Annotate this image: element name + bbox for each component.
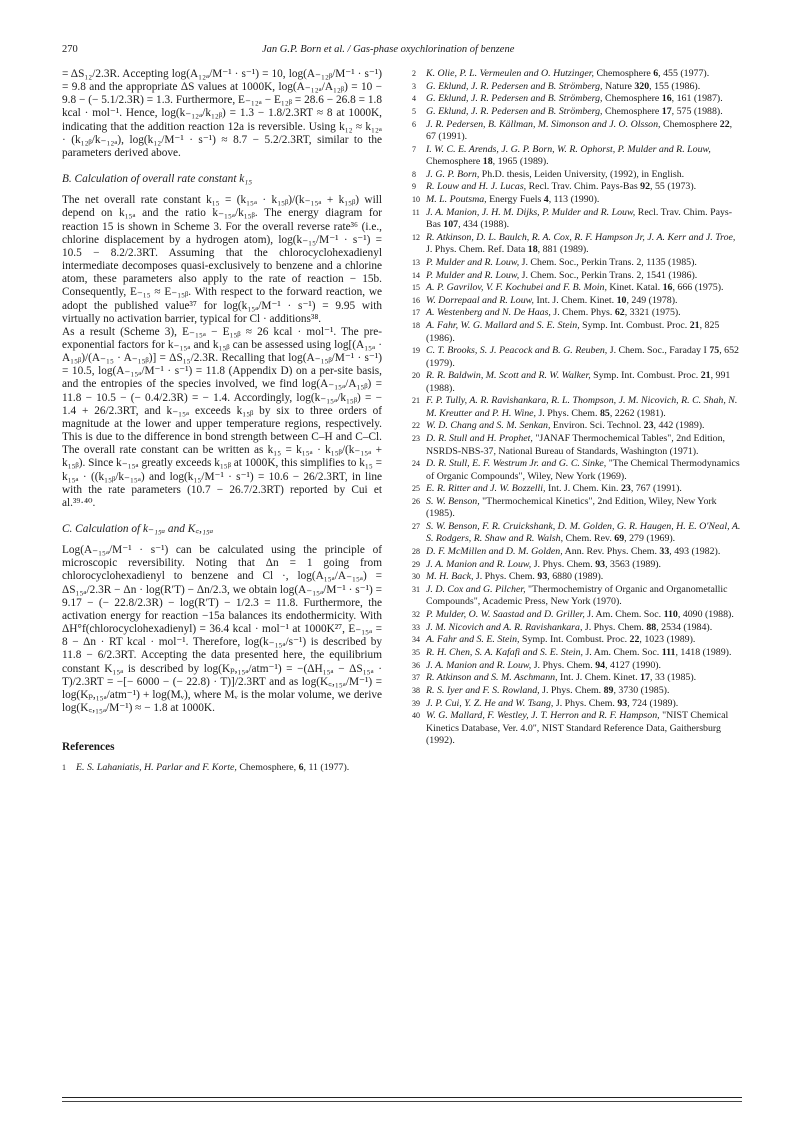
reference-tail: , 55 (1973). [650, 181, 697, 193]
reference-volume: 92 [640, 181, 651, 193]
footer-rule [62, 1097, 742, 1098]
reference-volume: 107 [443, 219, 459, 231]
reference-item [412, 320, 742, 345]
reference-item [412, 194, 742, 206]
reference-tail: , 249 (1978). [626, 294, 678, 306]
reference-source: Recl. Trav. Chim. Pays-Bas [426, 206, 733, 231]
reference-volume: 93 [595, 558, 606, 570]
reference-item [412, 144, 742, 169]
reference-item [412, 106, 742, 118]
reference-item [412, 710, 742, 747]
reference-authors: D. R. Stull, E. F. Westrum Jr. and G. C. Sinke, [426, 458, 607, 470]
reference-tail: , 3563 (1989). [605, 558, 662, 570]
reference-number: 14 [412, 270, 420, 280]
reference-number: 38 [412, 685, 420, 695]
reference-item [412, 647, 742, 659]
reference-number: 8 [412, 169, 416, 179]
reference-number: 30 [412, 572, 420, 582]
reference-authors: G. Eklund, J. R. Pedersen and B. Strömberg, [426, 93, 603, 105]
reference-item [412, 622, 742, 634]
reference-volume: 21 [689, 320, 700, 332]
reference-source: Energy Fuels [486, 194, 544, 206]
reference-volume: 75 [709, 345, 720, 357]
reference-volume: 4 [543, 194, 549, 206]
reference-authors: J. D. Cox and G. Pilcher, [426, 584, 526, 596]
reference-tail: , 3730 (1985). [613, 684, 670, 696]
reference-tail: , 67 (1991). [426, 118, 733, 143]
reference-volume: 6 [298, 762, 304, 774]
reference-authors: A. Fahr and S. E. Stein, [426, 634, 520, 646]
reference-source: J. Phys. Chem. [582, 621, 647, 633]
reference-source: Chemosphere [602, 105, 662, 117]
reference-volume: 6 [653, 68, 659, 79]
reference-source: Chemosphere [660, 118, 720, 130]
reference-volume: 111 [661, 647, 676, 659]
reference-item [412, 169, 742, 181]
section-c-heading: C. Calculation of k₋₁₅ₐ and K꜀,₁₅ₐ [62, 523, 214, 535]
reference-source: Recl. Trav. Chim. Pays-Bas [526, 181, 641, 193]
reference-number: 33 [412, 622, 420, 632]
reference-source: J. Phys. Chem. [553, 697, 618, 709]
reference-authors: C. T. Brooks, S. J. Peacock and B. G. Reuben, [426, 345, 608, 357]
page-header [62, 44, 734, 60]
reference-authors: R. Atkinson and S. M. Aschmann, [426, 672, 558, 684]
reference-source: J. Phys. Chem. Ref. Data [426, 244, 528, 256]
reference-authors: A. P. Gavrilov, V. F. Kochubei and F. B. Moin, [426, 282, 607, 294]
reference-authors: R. R. Baldwin, M. Scott and R. W. Walker, [426, 370, 591, 382]
reference-authors: J. P. Cui, Y. Z. He and W. Tsang, [426, 697, 554, 709]
reference-tail: , 3321 (1975). [624, 307, 681, 319]
reference-authors: R. H. Chen, S. A. Kafafi and S. E. Stein, [426, 647, 583, 659]
reference-item [412, 634, 742, 646]
reference-volume: 16 [661, 93, 672, 105]
reference-item [412, 345, 742, 370]
reference-tail: , 11 (1977). [303, 762, 350, 774]
reference-volume: 320 [634, 80, 650, 92]
reference-authors: D. R. Stull and H. Prophet, [426, 433, 533, 445]
reference-volume: 89 [603, 684, 614, 696]
reference-source: Symp. Int. Combust. Proc. [519, 634, 630, 646]
reference-item [412, 521, 742, 546]
reference-item [412, 207, 742, 232]
reference-volume: 23 [643, 420, 654, 432]
reference-volume: 21 [700, 370, 711, 382]
reference-volume: 110 [663, 609, 678, 621]
reference-source: J. Chem. Phys. [550, 307, 615, 319]
reference-item [412, 698, 742, 710]
reference-tail: , 279 (1969). [624, 533, 676, 545]
reference-tail: , 724 (1989). [627, 697, 679, 709]
reference-tail: , 825 (1986). [426, 320, 720, 344]
reference-source: Symp. Int. Combust. Proc. [590, 370, 701, 382]
reference-number: 4 [412, 94, 416, 104]
reference-authors: F. P. Tully, A. R. Ravishankara, R. L. Thompson, J. M. Nicovich, R. C. Shah, N. M. Kreutter and P. H. Wine, [426, 395, 738, 419]
reference-number: 26 [412, 496, 420, 506]
reference-number: 5 [412, 106, 416, 116]
reference-source: J. Phys. Chem. [531, 558, 596, 570]
reference-volume: 85 [599, 407, 610, 419]
reference-source: J. Chem. Soc., Faraday I [607, 345, 710, 357]
reference-authors: G. Eklund, J. R. Pedersen and B. Strömberg, [426, 105, 603, 117]
reference-item [412, 420, 742, 432]
reference-tail: , 113 (1990). [548, 194, 600, 206]
reference-number: 32 [412, 610, 420, 620]
reference-source: Chemosphere, [236, 762, 299, 774]
reference-item [412, 660, 742, 672]
reference-number: 2 [412, 69, 416, 78]
reference-item [412, 609, 742, 621]
reference-number: 16 [412, 295, 420, 305]
reference-source: Ann. Rev. Phys. Chem. [562, 546, 660, 558]
reference-source: Kinet. Katal. [606, 282, 663, 294]
reference-number: 35 [412, 648, 420, 658]
reference-item [412, 270, 742, 282]
reference-authors: A. Fahr, W. G. Mallard and S. E. Stein, [426, 320, 580, 332]
reference-item [412, 571, 742, 583]
reference-authors: S. W. Benson, [426, 495, 480, 507]
reference-number: 12 [412, 232, 420, 242]
reference-number: 10 [412, 195, 420, 205]
reference-item [412, 93, 742, 105]
section-b-paragraph-2: As a result (Scheme 3), E₋₁₅ₐ − E₁₅ᵦ ≈ 26 kcal · mol⁻¹. The pre-exponential factors for k₋₁₅ₐ and k₁₅ᵦ can be assessed using log[(A₁₅ₐ · A₁₅ᵦ)/(A₋₁₅ · A₋₁₅ᵦ)] = ΔS₁₅/2.3R. Recalling that log(A₋₁₅ᵦ/M⁻¹ · s⁻¹) = 10.5, log(A₋₁₅ₐ/M⁻¹ · s⁻¹) = 11.8 (Appendix D) on a per-site basis, and the entropies of the species involved, we find log(A₋₁₅ₐ/A₁₅ᵦ) = 11.8 − 10.5 − (− 0.4/2.3R) = − 1.4. Accordingly, log(k₋₁₅ₐ/k₁₅ᵦ) = − 1.4 + 26/2.3RT, and k₋₁₅ₐ exceeds k₁₅ᵦ by six to three orders of magnitude at the lower and upper temperature regions, respectively. This is due to the difference in bond strength between C–H and C–Cl. The overall rate constant can be written as k₁₅ = k₁₅ₐ · k₁₅ᵦ/(k₋₁₅ₐ + k₁₅ᵦ). Since k₋₁₅ₐ greatly exceeds k₁₅ᵦ at 1000K, this simplifies to k₁₅ = k₁₅ₐ · ((k₁₅ᵦ/k₋₁₅ₐ) and log(k₁₅/M⁻¹ · s⁻¹) = 10.6 − 26/2.3RT, in line with the rate parameters (10.7 − 26.7/2.3RT) reported by Cui et al.³⁹·⁴⁰. [62, 325, 382, 509]
reference-source: "NIST Chemical Kinetics Database, Ver. 4.0", NIST Standard Reference Data, Gaithersburg (1992). [426, 710, 729, 747]
reference-source: J. Chem. Soc., Perkin Trans. 2, 1541 (1986). [519, 269, 698, 281]
reference-tail: , 434 (1988). [458, 219, 510, 231]
reference-source: "The Chemical Thermodynamics of Organic Compounds", Wiley, New York (1969). [426, 458, 740, 482]
reference-volume: 10 [616, 294, 627, 306]
reference-source: Int. J. Chem. Kinet. [534, 294, 617, 306]
reference-item [412, 433, 742, 458]
reference-source: J. Phys. Chem. [536, 407, 600, 419]
reference-authors: W. Dorrepaal and R. Louw, [426, 294, 534, 306]
reference-authors: D. F. McMillen and D. M. Golden, [426, 546, 563, 558]
reference-item [412, 496, 742, 521]
reference-volume: 88 [646, 621, 657, 633]
reference-volume: 22 [629, 634, 640, 646]
reference-number: 15 [412, 283, 420, 293]
reference-number: 36 [412, 660, 420, 670]
reference-source: J. Am. Chem. Soc. [584, 609, 664, 621]
reference-tail: , 1418 (1989). [675, 647, 732, 659]
reference-number: 27 [412, 522, 420, 531]
reference-authors: G. Eklund, J. R. Pedersen and B. Strömberg, [426, 80, 603, 92]
reference-volume: 62 [614, 307, 625, 319]
reference-volume: 18 [482, 156, 493, 168]
reference-volume: 93 [617, 697, 628, 709]
reference-authors: R. Atkinson, D. L. Baulch, R. A. Cox, R. F. Hampson Jr, J. A. Kerr and J. Troe, [426, 231, 736, 243]
reference-authors: A. Westenberg and N. De Haas, [426, 307, 551, 319]
reference-tail: , 652 (1979). [426, 345, 739, 369]
reference-tail: , 4127 (1990). [605, 659, 662, 671]
reference-authors: M. H. Back, [426, 571, 474, 583]
footer-rule-2 [62, 1101, 742, 1102]
reference-tail: , 881 (1989). [537, 244, 589, 256]
reference-source: J. Am. Chem. Soc. [583, 647, 662, 659]
reference-source: J. Phys. Chem. [473, 571, 538, 583]
reference-authors: J. A. Manion and R. Louw, [426, 659, 532, 671]
reference-number: 19 [412, 346, 420, 356]
section-b-heading: B. Calculation of overall rate constant k₁₅ [62, 173, 253, 186]
reference-tail: , 1965 (1989). [492, 156, 549, 168]
reference-source: Ph.D. thesis, Leiden University, (1992), in English. [479, 168, 685, 180]
intro-paragraph: = ΔS₁₂/2.3R. Accepting log(A₁₂ₐ/M⁻¹ · s⁻¹) = 10, log(A₋₁₂ᵦ/M⁻¹ · s⁻¹) = 9.8 and the appropriate ΔS values at 1000K, log(A₋₁₂ₐ/A₁₂ᵦ) = 10 − 9.8 − (− 5.1/2.3R) = 1.3. Furthermore, E₋₁₂ₐ − E₁₂ᵦ = 28.6 − 26.8 = 1.8 kcal · mol⁻¹. Hence, log(k₋₁₂ₐ/k₁₂ᵦ) = 1.3 − 1.8/2.3RT ≈ 8 at 1000K, indicating that the addition reaction 12a is reversible. Using k₁₂ ≈ k₁₂ₐ · (k₁₂ᵦ/k₋₁₂ₐ), log(k₁₂/M⁻¹ · s⁻¹) ≈ 8.7 − 5.2/2.3RT, similar to the parameters derived above. [62, 68, 382, 159]
reference-volume: 17 [661, 105, 672, 117]
reference-item [412, 119, 742, 144]
reference-number: 40 [412, 711, 420, 721]
reference-source: Chem. Rev. [563, 533, 615, 545]
reference-volume: 18 [527, 244, 538, 256]
reference-authors: I. W. C. E. Arends, J. G. P. Born, W. R. Ophorst, P. Mulder and R. Louw, [426, 143, 711, 155]
reference-item [412, 307, 742, 319]
reference-source: "Thermochemistry of Organic and Organometallic Compounds", Academic Press, New York (1970). [426, 584, 728, 608]
section-c-paragraph: Log(A₋₁₅ₐ/M⁻¹ · s⁻¹) can be calculated using the principle of microscopic reversibility. Noting that Δn = 1 going from chlorocyclohexadienyl to benzene and Cl ·, log(A₁₅ₐ/A₋₁₅ₐ) = ΔS₁₅ₐ/2.3R − Δn · log(R′T) − Δn/2.3, we obtain log(A₋₁₅ₐ/M⁻¹ · s⁻¹) = 9.17 − (− 22.8/2.3R) − log(R′T) − 1/2.3 = 11.8. Furthermore, the activation energy for reaction −15a balances its endothermicity. With ΔH°f(chlorocyclohexadienyl) = 36.4 kcal · mol⁻¹ at 1000K²⁷, E₋₁₅ₐ = 8 − Δn · RT kcal · mol⁻¹. Therefore, log(k₋₁₅ₐ/s⁻¹) is described by 11.8 − 6/2.3RT. Accepting the data presented here, the equilibrium constant K₁₅ₐ is described by log(Kₚ,₁₅ₐ/atm⁻¹) = −(ΔH₁₅ₐ − ΔS₁₅ₐ · T)/2.3RT = −[− 6000 − (− 22.8) · T)]/2.3RT and as log(K꜀,₁₅ₐ/M⁻¹) = log(Kₚ,₁₅ₐ/atm⁻¹) + log(Mᵥ), where Mᵥ is the molar volume, we derive log(K꜀,₁₅ₐ/M⁻¹) ≈ − 1.8 at 1000K. [62, 544, 382, 715]
reference-number: 24 [412, 459, 420, 469]
reference-authors: E. S. Lahaniatis, H. Parlar and F. Korte, [76, 762, 237, 774]
reference-source: Int. J. Chem. Kin. [545, 483, 621, 495]
reference-item [412, 584, 742, 609]
reference-source: Environ. Sci. Technol. [550, 420, 644, 432]
reference-authors: J. A. Manion, J. H. M. Dijks, P. Mulder and R. Louw, [426, 206, 636, 218]
reference-item [412, 232, 742, 257]
reference-number: 29 [412, 559, 420, 569]
reference-number: 3 [412, 81, 416, 91]
right-column-references [412, 68, 742, 748]
reference-volume: 16 [662, 282, 673, 294]
reference-source: J. Phys. Chem. [539, 684, 604, 696]
reference-number: 25 [412, 484, 420, 494]
reference-source: Chemosphere [426, 156, 483, 168]
reference-tail: , 33 (1985). [650, 672, 697, 684]
reference-source: Symp. Int. Combust. Proc. [579, 320, 690, 332]
reference-authors: W. D. Chang and S. M. Senkan, [426, 420, 551, 432]
reference-item [412, 181, 742, 193]
reference-item [412, 546, 742, 558]
reference-tail: , 666 (1975). [672, 282, 724, 294]
reference-item [412, 370, 742, 395]
reference-item [412, 483, 742, 495]
reference-tail: , 6880 (1989). [547, 571, 604, 583]
reference-volume: 94 [595, 659, 606, 671]
reference-tail: , 991 (1988). [426, 370, 731, 394]
reference-authors: E. R. Ritter and J. W. Bozzelli, [426, 483, 546, 495]
reference-volume: 33 [659, 546, 670, 558]
reference-tail: , 442 (1989). [653, 420, 705, 432]
reference-number: 21 [412, 396, 420, 406]
reference-tail: , 2534 (1984). [656, 621, 713, 633]
section-b-paragraph-1: The net overall rate constant k₁₅ = (k₁₅ₐ · k₁₅ᵦ)/(k₋₁₅ₐ + k₁₅ᵦ) will depend on k₁₅ₐ and the ratio k₋₁₅ₐ/k₁₅ᵦ. The energy diagram for reaction 15 is shown in Scheme 3. For the overall reverse rate³⁶ (i.e., chlorine displacement by a hydrogen atom), log(k₋₁₅/M⁻¹ · s⁻¹) = 10.5 − 8.2/2.3RT. Assuming that the chlorocyclohexadienyl intermediate decomposes quasi-exclusively to benzene and a chlorine atom, these parameters also apply to the rate of reaction − 15b. Consequently, E₋₁₅ ≈ E₋₁₅ᵦ. With respect to the forward reaction, we adopt the published value³⁷ for log(k₁₅ₐ/M⁻¹ · s⁻¹) = 9.95 with virtually no activation barrier, typical for Cl · additions³⁸. [62, 194, 382, 325]
references-heading: References [62, 741, 115, 754]
reference-authors: S. W. Benson, F. R. Cruickshank, D. M. Golden, G. R. Haugen, H. E. O'Neal, A. S. Rodgers, R. Shaw and R. Walsh, [426, 521, 741, 545]
reference-number: 39 [412, 698, 420, 708]
reference-item [412, 295, 742, 307]
reference-source: "JANAF Thermochemical Tables", 2nd Edition, NSRDS-NBS-37, National Bureau of Standards, Washington (1971). [426, 433, 726, 457]
reference-item [412, 458, 742, 483]
reference-number: 7 [412, 144, 416, 154]
reference-source: Nature [602, 80, 635, 92]
reference-tail: , 155 (1986). [649, 80, 701, 92]
reference-item [412, 282, 742, 294]
reference-number: 11 [412, 207, 420, 217]
reference-number: 23 [412, 434, 420, 444]
reference-tail: , 1023 (1989). [639, 634, 696, 646]
reference-number: 6 [412, 119, 416, 129]
reference-source: Chemosphere [593, 68, 654, 79]
reference-authors: J. A. Manion and R. Louw, [426, 558, 532, 570]
reference-volume: 93 [537, 571, 548, 583]
reference-item [62, 762, 382, 774]
reference-item [412, 559, 742, 571]
reference-number: 18 [412, 321, 420, 331]
reference-number: 13 [412, 257, 420, 267]
reference-tail: , 493 (1982). [669, 546, 721, 558]
reference-source: "Thermochemical Kinetics", 2nd Edition, Wiley, New York (1985). [426, 495, 717, 520]
reference-volume: 23 [620, 483, 631, 495]
reference-authors: J. G. P. Born, [426, 168, 480, 180]
reference-number: 34 [412, 635, 420, 645]
reference-item [412, 81, 742, 93]
reference-source: J. Phys. Chem. [531, 659, 596, 671]
reference-authors: R. S. Iyer and F. S. Rowland, [426, 684, 540, 696]
reference-tail: , 767 (1991). [630, 483, 682, 495]
reference-authors: J. M. Nicovich and A. R. Ravishankara, [426, 621, 583, 633]
reference-number: 1 [62, 763, 66, 773]
reference-authors: P. Mulder, O. W. Saastad and D. Griller, [426, 609, 585, 621]
reference-authors: M. L. Poutsma, [426, 194, 487, 206]
page-number: 270 [62, 44, 78, 55]
reference-authors: J. R. Pedersen, B. Källman, M. Simonson and J. O. Olsson, [426, 118, 661, 130]
reference-number: 37 [412, 673, 420, 683]
reference-tail: , 2262 (1981). [609, 407, 666, 419]
reference-number: 17 [412, 308, 420, 318]
reference-number: 20 [412, 371, 420, 381]
reference-authors: P. Mulder and R. Louw, [426, 256, 520, 268]
reference-tail: , 575 (1988). [671, 105, 723, 117]
reference-volume: 22 [719, 118, 730, 130]
reference-tail: , 455 (1977). [658, 68, 710, 79]
reference-number: 9 [412, 182, 416, 192]
reference-authors: K. Olie, P. L. Vermeulen and O. Hutzinger, [426, 68, 594, 79]
running-title: Jan G.P. Born et al. / Gas-phase oxychlorination of benzene [262, 44, 515, 55]
reference-number: 31 [412, 585, 420, 595]
reference-tail: , 161 (1987). [671, 93, 723, 105]
reference-tail: , 4090 (1988). [677, 609, 734, 621]
reference-number: 22 [412, 421, 420, 431]
left-column [62, 68, 382, 775]
reference-volume: 17 [640, 672, 651, 684]
reference-number: 28 [412, 547, 420, 557]
reference-item [412, 257, 742, 269]
reference-item [412, 68, 742, 80]
reference-source: J. Chem. Soc., Perkin Trans. 2, 1135 (1985). [519, 256, 697, 268]
reference-authors: W. G. Mallard, F. Westley, J. T. Herron and R. F. Hampson, [426, 710, 660, 722]
reference-item [412, 685, 742, 697]
reference-volume: 69 [614, 533, 625, 545]
reference-authors: R. Louw and H. J. Lucas, [426, 181, 527, 193]
reference-source: Chemosphere [602, 93, 662, 105]
reference-authors: P. Mulder and R. Louw, [426, 269, 520, 281]
reference-source: Int. J. Chem. Kinet. [557, 672, 641, 684]
reference-item [412, 395, 742, 420]
reference-item [412, 672, 742, 684]
